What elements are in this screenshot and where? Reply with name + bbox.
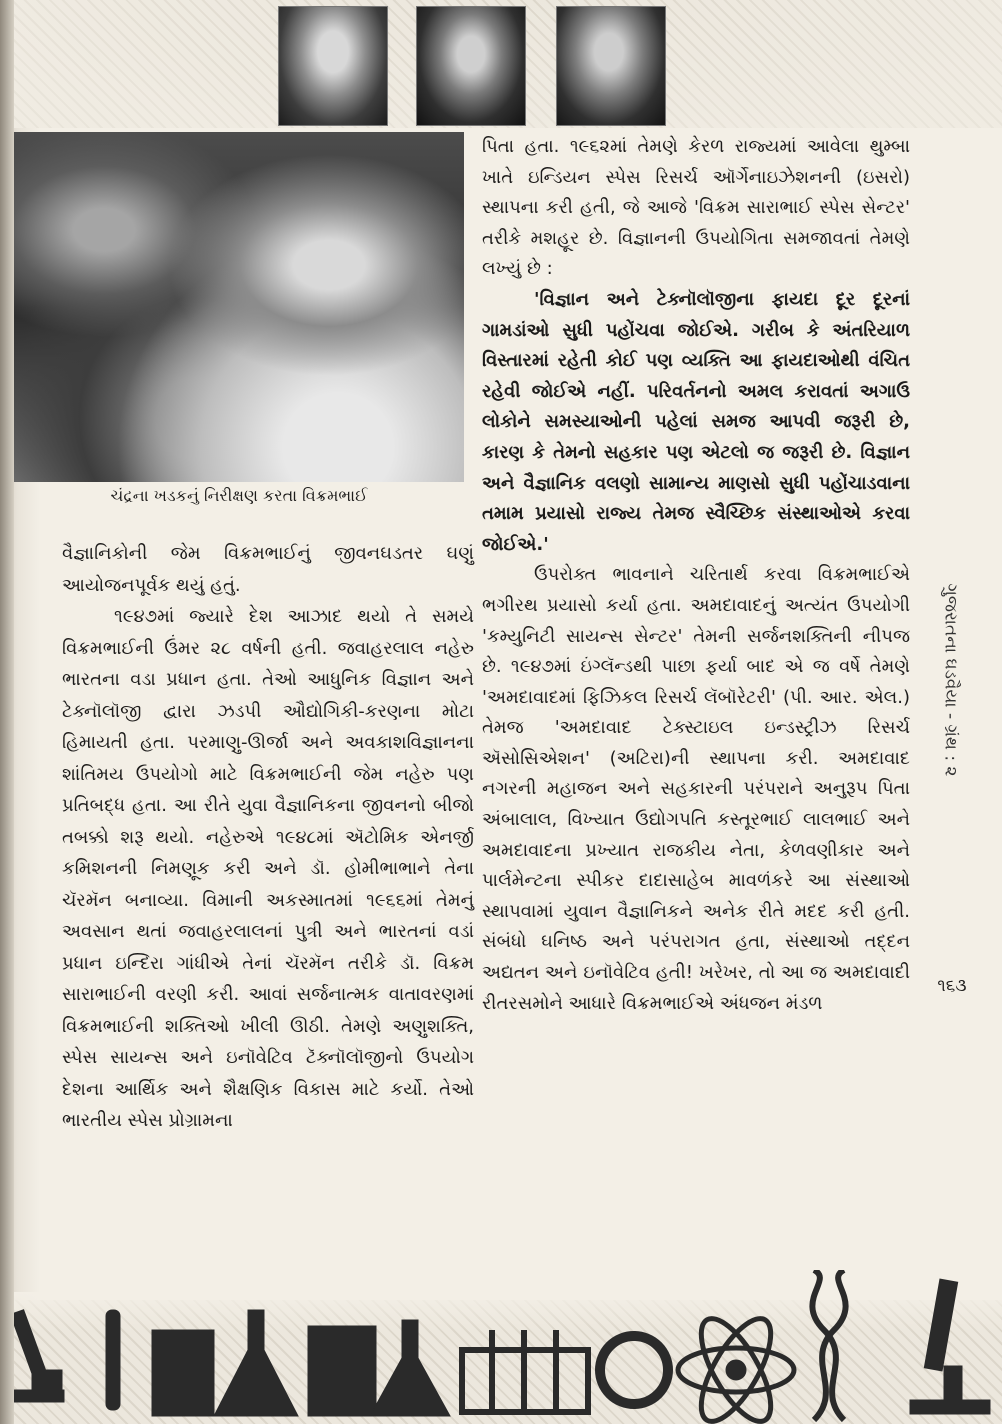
microscope-icon: [14, 1310, 64, 1402]
paragraph: ૧૯૪૭માં જ્યારે દેશ આઝાદ થયો તે સમયે વિક્રમભાઈની ઉંમર ૨૮ વર્ષની હતી. જવાહરલાલ નહેરુ ભારતના વડા પ્રધાન હતા. તેઓ આધુનિક વિજ્ઞાન અને ટેક્નૉલૉજી દ્વારા ઝડપી ઔદ્યોગિકી-કરણના મોટા હિમાયતી હતા. પરમાણુ-ઊર્જા અને અવકાશવિજ્ઞાનના શાંતિમય ઉપયોગો માટે વિક્રમભાઈની જેમ નહેરુ પણ પ્રતિબદ્ધ હતા. આ રીતે યુવા વૈજ્ઞાનિકના જીવનનો બીજો તબક્કો શરૂ થયો. નહેરુએ ૧૯૪૮માં ઍટોમિક એનર્જી કમિશનની નિમણૂક કરી અને ડૉ. હોમીભાભાને તેના ચૅરમૅન બનાવ્યા. વિમાની અકસ્માતમાં ૧૯૬૬માં તેમનું અવસાન થતાં જવાહરલાલનાં પુત્રી અને ભારતનાં વડાં પ્રધાન ઇન્દિરા ગાંધીએ તેનાં ચૅરમૅન તરીકે ડૉ. વિક્રમ સારાભાઈની વરણી કરી. આવાં સર્જનાત્મક વાતાવરણમાં વિક્રમભાઈની શક્તિઓ ખીલી ઊઠી. તેમણે અણુશક્તિ, સ્પેસ સાયન્સ અને ઇનૉવેટિવ ટૅક્નૉલૉજીનો ઉપયોગ દેશના આર્થિક અને શૈક્ષણિક વિકાસ માટે કર્યો. તેઓ ભારતીય સ્પેસ પ્રોગ્રામના: [62, 606, 474, 1131]
test-tube-icon: [106, 1310, 120, 1410]
beaker-icon: [308, 1326, 376, 1416]
microscope-icon: [910, 1279, 990, 1414]
atom-icon: [678, 1309, 794, 1424]
flask-icon: [214, 1310, 298, 1416]
quote-paragraph: 'વિજ્ઞાન અને ટેક્નૉલૉજીના ફાયદા દૂર દૂરનાં ગામડાંઓ સુધી પહોંચવા જોઈએ. ગરીબ કે અંતરિયાળ વિસ્તારમાં રહેતી કોઈ પણ વ્યક્તિ આ ફાયદાઓથી વંચિત રહેવી જોઈએ નહીં. પરિવર્તનનો અમલ કરાવતાં અગાઉ લોકોને સમસ્યાઓની પહેલાં સમજ આપવી જરૂરી છે, કારણ કે તેમનો સહકાર પણ એટલો જ જરૂરી છે. વિજ્ઞાન અને વૈજ્ઞાનિક વલણો સામાન્ય માણસો સુધી પહોંચાડવાના તમામ પ્રયાસો રાજ્ય તેમજ સ્વૈચ્છિક સંસ્થાઓએ કરવા જોઈએ.': [482, 288, 910, 555]
book-binding-edge: [0, 0, 14, 1424]
science-illustration-strip: [14, 1270, 1002, 1424]
flask-icon: [370, 1320, 450, 1416]
right-text-column: [482, 132, 910, 1019]
page-number: ૧૬૩: [937, 976, 967, 996]
gear-icon: [600, 1336, 668, 1404]
paragraph: ઉપરોક્ત ભાવનાને ચરિતાર્થ કરવા વિક્રમભાઈએ ભગીરથ પ્રયાસો કર્યા હતા. અમદાવાદનું અત્યંત ઉપયોગી 'કમ્યુનિટી સાયન્સ સેન્ટર' તેમની સર્જનશક્તિની નીપજ છે. ૧૯૪૭માં ઇંગ્લૅન્ડથી પાછા ફર્યા બાદ એ જ વર્ષે તેમણે 'અમદાવાદમાં ફિઝિકલ રિસર્ચ લૅબૉરેટરી' (પી. આર. એલ.) તેમજ 'અમદાવાદ ટેક્સ્ટાઇલ ઇન્ડસ્ટ્રીઝ રિસર્ચ ઍસોસિએશન' (અટિરા)ની સ્થાપના કરી. અમદાવાદ નગરની મહાજન અને સહકારની પરંપરાને અનુરૂપ પિતા અંબાલાલ, વિખ્યાત ઉદ્યોગપતિ કસ્તૂરભાઈ લાલભાઈ અને અમદાવાદના પ્રખ્યાત રાજકીય નેતા, કેળવણીકાર અને પાર્લમેન્ટના સ્પીકર દાદાસાહેબ માવળંકરે આ સંસ્થાઓ સ્થાપવામાં યુવાન વૈજ્ઞાનિકને અનેક રીતે મદદ કરી હતી. સંબંધો ઘનિષ્ઠ અને પરંપરાગત હતા, સંસ્થાઓ તદ્દન અદ્યતન અને ઇનૉવેટિવ હતી! ખરેખર, તો આ જ અમદાવાદી રીતરસમોને આધારે વિક્રમભાઈએ અંધજન મંડળ: [482, 564, 910, 1014]
dna-icon: [812, 1270, 845, 1420]
portrait-photo-1: [278, 6, 388, 126]
beaker-icon: [152, 1330, 214, 1416]
running-side-title: ગુજરાતના ઘડવૈયા - ગ્રંથ : ૨: [940, 583, 960, 777]
left-text-column: [62, 538, 474, 1137]
main-photo: [14, 132, 464, 482]
test-tube-rack-icon: [462, 1330, 588, 1412]
paragraph: વૈજ્ઞાનિકોની જેમ વિક્રમભાઈનું જીવનઘડતર ઘણું આયોજનપૂર્વક થયું હતું.: [62, 543, 474, 596]
portrait-photo-2: [416, 6, 526, 126]
portrait-photo-3: [556, 6, 666, 126]
photo-caption: ચંદ્રના ખડકનું નિરીક્ષણ કરતા વિક્રમભાઈ: [110, 486, 368, 505]
paragraph: પિતા હતા. ૧૯૬૨માં તેમણે કેરળ રાજ્યમાં આવેલા થુમ્બા ખાતે ઇન્ડિયન સ્પેસ રિસર્ચ ઑર્ગેનાઇઝેશનની (ઇસરો) સ્થાપના કરી હતી, જે આજે 'વિક્રમ સારાભાઈ સ્પેસ સેન્ટર' તરીકે મશહૂર છે. વિજ્ઞાનની ઉપયોગિતા સમજાવતાં તેમણે લખ્યું છે :: [482, 136, 910, 280]
